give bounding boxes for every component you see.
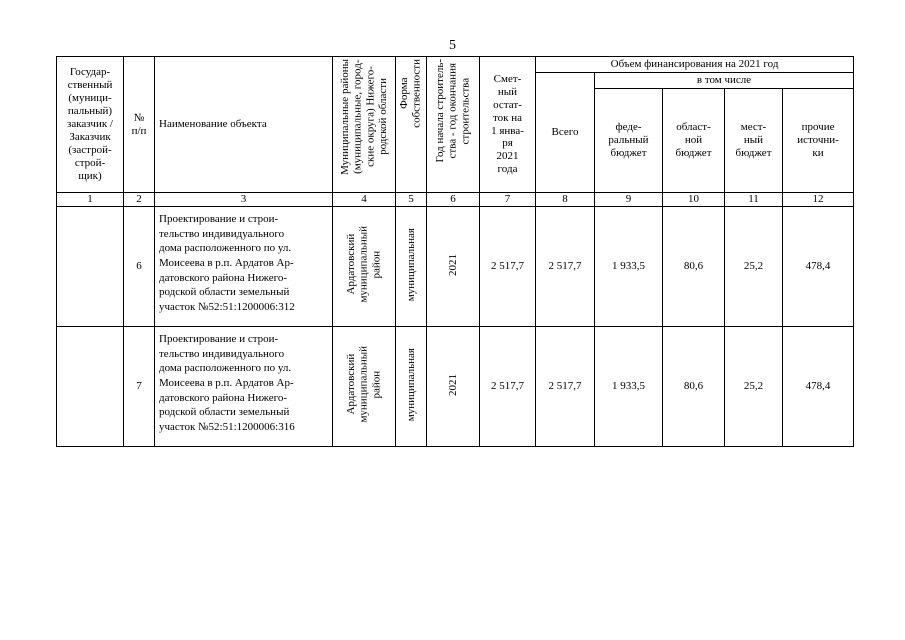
cell-ownership: муниципальная xyxy=(404,347,417,422)
cell-num: 7 xyxy=(124,327,155,447)
cell-customer xyxy=(57,327,124,447)
financing-table xyxy=(56,56,854,447)
column-number-row xyxy=(57,193,854,207)
header-estimate: Смет- ный остат- ток на 1 янва- ря 2021 года xyxy=(480,57,536,193)
column-number: 6 xyxy=(427,193,480,207)
cell-federal: 1 933,5 xyxy=(595,327,663,447)
cell-total: 2 517,7 xyxy=(536,327,595,447)
header-customer: Государ- ственный (муници- пальный) заказчик / Заказчик (застрой- строй- щик) xyxy=(57,57,124,193)
cell-ownership-wrap xyxy=(396,327,427,447)
column-number: 2 xyxy=(124,193,155,207)
cell-district-wrap xyxy=(333,207,396,327)
header-district-cell xyxy=(333,57,396,193)
cell-num: 6 xyxy=(124,207,155,327)
cell-years-wrap xyxy=(427,327,480,447)
table-row xyxy=(57,327,854,447)
header-ownership-cell xyxy=(396,57,427,193)
column-number: 3 xyxy=(155,193,333,207)
header-object-name: Наименование объекта xyxy=(155,57,333,193)
cell-years: 2021 xyxy=(446,253,459,276)
cell-object-name: Проектирование и строи- тельство индивидуального дома расположенного по ул. Моисеева в р.п. Ардатов Ар- датовского района Нижего- родской области земельный участок №52:51:1200006:312 xyxy=(155,207,333,327)
cell-ownership: муниципальная xyxy=(404,227,417,302)
cell-regional: 80,6 xyxy=(663,327,725,447)
header-ownership: Форма собственности xyxy=(398,59,423,128)
cell-other: 478,4 xyxy=(783,207,854,327)
cell-estimate: 2 517,7 xyxy=(480,207,536,327)
header-federal: феде- ральный бюджет xyxy=(595,89,663,193)
column-number: 11 xyxy=(725,193,783,207)
cell-regional: 80,6 xyxy=(663,207,725,327)
cell-district: Ардатовский муниципальный район xyxy=(345,346,383,423)
page-number: 5 xyxy=(449,38,456,53)
header-district: Муниципальные районы (муниципальные, город- ские округа) Нижего- родской области xyxy=(338,59,389,175)
cell-local: 25,2 xyxy=(725,327,783,447)
cell-total: 2 517,7 xyxy=(536,207,595,327)
cell-object-name: Проектирование и строи- тельство индивидуального дома расположенного по ул. Моисеева в р.п. Ардатов Ар- датовского района Нижего- родской области земельный участок №52:51:1200006:316 xyxy=(155,327,333,447)
cell-federal: 1 933,5 xyxy=(595,207,663,327)
cell-district-wrap xyxy=(333,327,396,447)
header-years: Год начала строитель- ства - год окончания строительства xyxy=(434,59,472,163)
cell-customer xyxy=(57,207,124,327)
table-row xyxy=(57,207,854,327)
header-funding: Объем финансирования на 2021 год xyxy=(536,57,854,73)
column-number: 12 xyxy=(783,193,854,207)
header-local: мест- ный бюджет xyxy=(725,89,783,193)
column-number: 7 xyxy=(480,193,536,207)
cell-estimate: 2 517,7 xyxy=(480,327,536,447)
header-years-cell xyxy=(427,57,480,193)
column-number: 1 xyxy=(57,193,124,207)
column-number: 5 xyxy=(396,193,427,207)
cell-local: 25,2 xyxy=(725,207,783,327)
cell-ownership-wrap xyxy=(396,207,427,327)
cell-years: 2021 xyxy=(446,373,459,396)
header-including: в том числе xyxy=(595,73,854,89)
column-number: 10 xyxy=(663,193,725,207)
header-other: прочие источни- ки xyxy=(783,89,854,193)
header-total: Всего xyxy=(536,73,595,193)
column-number: 8 xyxy=(536,193,595,207)
column-number: 9 xyxy=(595,193,663,207)
cell-district: Ардатовский муниципальный район xyxy=(345,226,383,303)
header-num: № п/п xyxy=(124,57,155,193)
cell-other: 478,4 xyxy=(783,327,854,447)
column-number: 4 xyxy=(333,193,396,207)
header-regional: област- ной бюджет xyxy=(663,89,725,193)
cell-years-wrap xyxy=(427,207,480,327)
